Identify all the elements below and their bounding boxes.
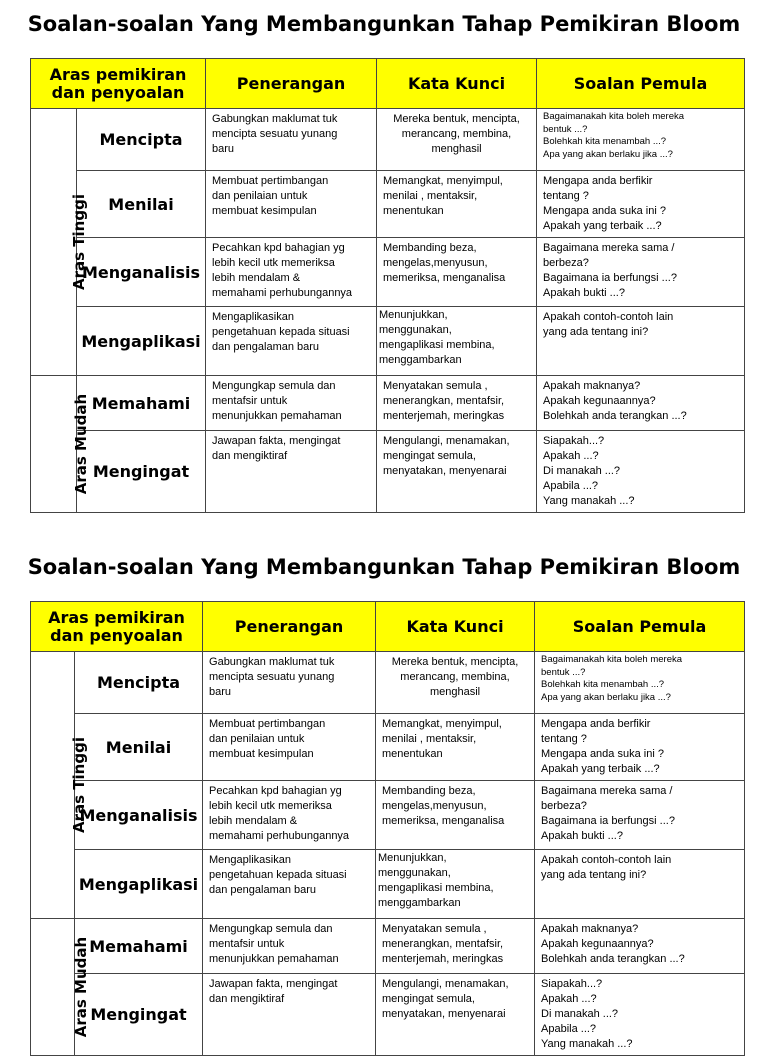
table-row bbox=[31, 109, 745, 171]
level-name: Mengaplikasi bbox=[77, 307, 206, 376]
keywords-text: Membanding beza, mengelas,menyusun, memeriksa, menganalisa bbox=[382, 785, 505, 827]
document-copy-2 bbox=[0, 540, 768, 1050]
group-high-cell bbox=[31, 109, 88, 376]
header-keywords: Kata Kunci bbox=[377, 59, 537, 109]
level-name: Menilai bbox=[77, 171, 206, 238]
starter-text: Siapakah...? Apakah ...? Di manakah ...? Apabila ...? Yang manakah ...? bbox=[543, 435, 635, 507]
keywords-text: Mereka bentuk, mencipta, merancang, membina, menghasil bbox=[393, 113, 520, 155]
group-high-cell bbox=[31, 652, 88, 919]
starter-text: Mengapa anda berfikir tentang ? Mengapa anda suka ini ? Apakah yang terbaik ...? bbox=[543, 175, 666, 232]
explanation-text: Membuat pertimbangan dan penilaian untuk membuat kesimpulan bbox=[212, 175, 329, 217]
group-label-easy: Aras Mudah bbox=[72, 393, 91, 494]
group-label-easy: Aras Mudah bbox=[72, 936, 91, 1037]
table-row bbox=[31, 781, 745, 850]
starter-text: Mengapa anda berfikir tentang ? Mengapa anda suka ini ? Apakah yang terbaik ...? bbox=[541, 718, 664, 775]
keywords-text: Memangkat, menyimpul, menilai , mentaksir, menentukan bbox=[382, 718, 502, 760]
table-row bbox=[31, 652, 745, 714]
starter-text: Apakah maknanya? Apakah kegunaannya? Bolehkah anda terangkan ...? bbox=[541, 923, 685, 965]
explanation-text: Pecahkan kpd bahagian yg lebih kecil utk memeriksa lebih mendalam & memahami perhubungannya bbox=[209, 785, 350, 842]
table-row bbox=[31, 714, 745, 781]
level-name: Memahami bbox=[75, 919, 203, 974]
header-starter: Soalan Pemula bbox=[535, 602, 745, 652]
group-label-high: Aras Tinggi bbox=[69, 736, 88, 833]
header-starter: Soalan Pemula bbox=[537, 59, 745, 109]
bloom-table bbox=[30, 58, 745, 513]
level-name: Mencipta bbox=[75, 652, 203, 714]
table-row bbox=[31, 171, 745, 238]
starter-text: Bagaimana mereka sama / berbeza? Bagaimana ia berfungsi ...? Apakah bukti ...? bbox=[541, 785, 675, 842]
starter-text: Apakah contoh-contoh lain yang ada tentang ini? bbox=[543, 311, 674, 338]
level-name: Mengingat bbox=[75, 974, 203, 1056]
keywords-text: Mengulangi, menamakan, mengingat semula, menyatakan, menyenarai bbox=[382, 978, 509, 1020]
header-keywords: Kata Kunci bbox=[376, 602, 535, 652]
starter-text: Apakah contoh-contoh lain yang ada tentang ini? bbox=[541, 854, 672, 881]
document-copy-1 bbox=[0, 0, 768, 520]
level-name: Mengingat bbox=[77, 431, 206, 513]
header-level: Aras pemikiran dan penyoalan bbox=[31, 602, 203, 652]
keywords-text: Membanding beza, mengelas,menyusun, memeriksa, menganalisa bbox=[383, 242, 506, 284]
table-row bbox=[31, 431, 745, 513]
table-row bbox=[31, 919, 745, 974]
explanation-text: Mengaplikasikan pengetahuan kepada situasi dan pengalaman baru bbox=[212, 311, 350, 353]
group-label-high: Aras Tinggi bbox=[69, 193, 88, 290]
header-row bbox=[31, 59, 745, 109]
starter-text: Apakah maknanya? Apakah kegunaannya? Bolehkah anda terangkan ...? bbox=[543, 380, 687, 422]
starter-text: Bagaimana mereka sama / berbeza? Bagaimana ia berfungsi ...? Apakah bukti ...? bbox=[543, 242, 677, 299]
explanation-text: Gabungkan maklumat tuk mencipta sesuatu yunang baru bbox=[209, 656, 335, 698]
starter-text: Bagaimanakah kita boleh mereka bentuk ...? Bolehkah kita menambah ...? Apa yang akan berlaku jika ...? bbox=[541, 654, 683, 703]
header-explanation: Penerangan bbox=[203, 602, 376, 652]
level-name: Mencipta bbox=[77, 109, 206, 171]
starter-text: Bagaimanakah kita boleh mereka bentuk ...? Bolehkah kita menambah ...? Apa yang akan berlaku jika ...? bbox=[543, 111, 685, 160]
group-easy-cell bbox=[31, 376, 91, 513]
table-row bbox=[31, 307, 745, 376]
header-level: Aras pemikiran dan penyoalan bbox=[31, 59, 206, 109]
explanation-text: Jawapan fakta, mengingat dan mengiktiraf bbox=[212, 435, 341, 462]
explanation-text: Mengungkap semula dan mentafsir untuk menunjukkan pemahaman bbox=[212, 380, 342, 422]
keywords-text: Mereka bentuk, mencipta, merancang, membina, menghasil bbox=[391, 656, 519, 698]
keywords-text: Menyatakan semula , menerangkan, mentafsir, menterjemah, meringkas bbox=[382, 923, 504, 965]
keywords-text: Mengulangi, menamakan, mengingat semula, menyatakan, menyenarai bbox=[383, 435, 510, 477]
page-title: Soalan-soalan Yang Membangunkan Tahap Pemikiran Bloom bbox=[27, 12, 741, 36]
explanation-text: Gabungkan maklumat tuk mencipta sesuatu yunang baru bbox=[212, 113, 338, 155]
header-explanation: Penerangan bbox=[206, 59, 377, 109]
keywords-text: Menunjukkan, menggunakan, mengaplikasi membina, menggambarkan bbox=[378, 852, 494, 909]
level-name: Menilai bbox=[75, 714, 203, 781]
table-row bbox=[31, 376, 745, 431]
level-name: Mengaplikasi bbox=[75, 850, 203, 919]
explanation-text: Mengungkap semula dan mentafsir untuk menunjukkan pemahaman bbox=[209, 923, 339, 965]
table-row bbox=[31, 850, 745, 919]
explanation-text: Mengaplikasikan pengetahuan kepada situasi dan pengalaman baru bbox=[209, 854, 347, 896]
keywords-text: Menunjukkan, menggunakan, mengaplikasi membina, menggambarkan bbox=[379, 309, 495, 366]
keywords-text: Menyatakan semula , menerangkan, mentafsir, menterjemah, meringkas bbox=[383, 380, 505, 422]
level-name: Memahami bbox=[77, 376, 206, 431]
explanation-text: Membuat pertimbangan dan penilaian untuk membuat kesimpulan bbox=[209, 718, 326, 760]
table-row bbox=[31, 238, 745, 307]
page-title: Soalan-soalan Yang Membangunkan Tahap Pemikiran Bloom bbox=[27, 555, 741, 579]
starter-text: Siapakah...? Apakah ...? Di manakah ...? Apabila ...? Yang manakah ...? bbox=[541, 978, 633, 1050]
header-row bbox=[31, 602, 745, 652]
explanation-text: Jawapan fakta, mengingat dan mengiktiraf bbox=[209, 978, 338, 1005]
group-easy-cell bbox=[31, 919, 91, 1056]
keywords-text: Memangkat, menyimpul, menilai , mentaksir, menentukan bbox=[383, 175, 503, 217]
bloom-table bbox=[30, 601, 745, 1056]
table-row bbox=[31, 974, 745, 1056]
level-name: Menganalisis bbox=[75, 781, 203, 850]
explanation-text: Pecahkan kpd bahagian yg lebih kecil utk memeriksa lebih mendalam & memahami perhubungannya bbox=[212, 242, 353, 299]
level-name: Menganalisis bbox=[77, 238, 206, 307]
